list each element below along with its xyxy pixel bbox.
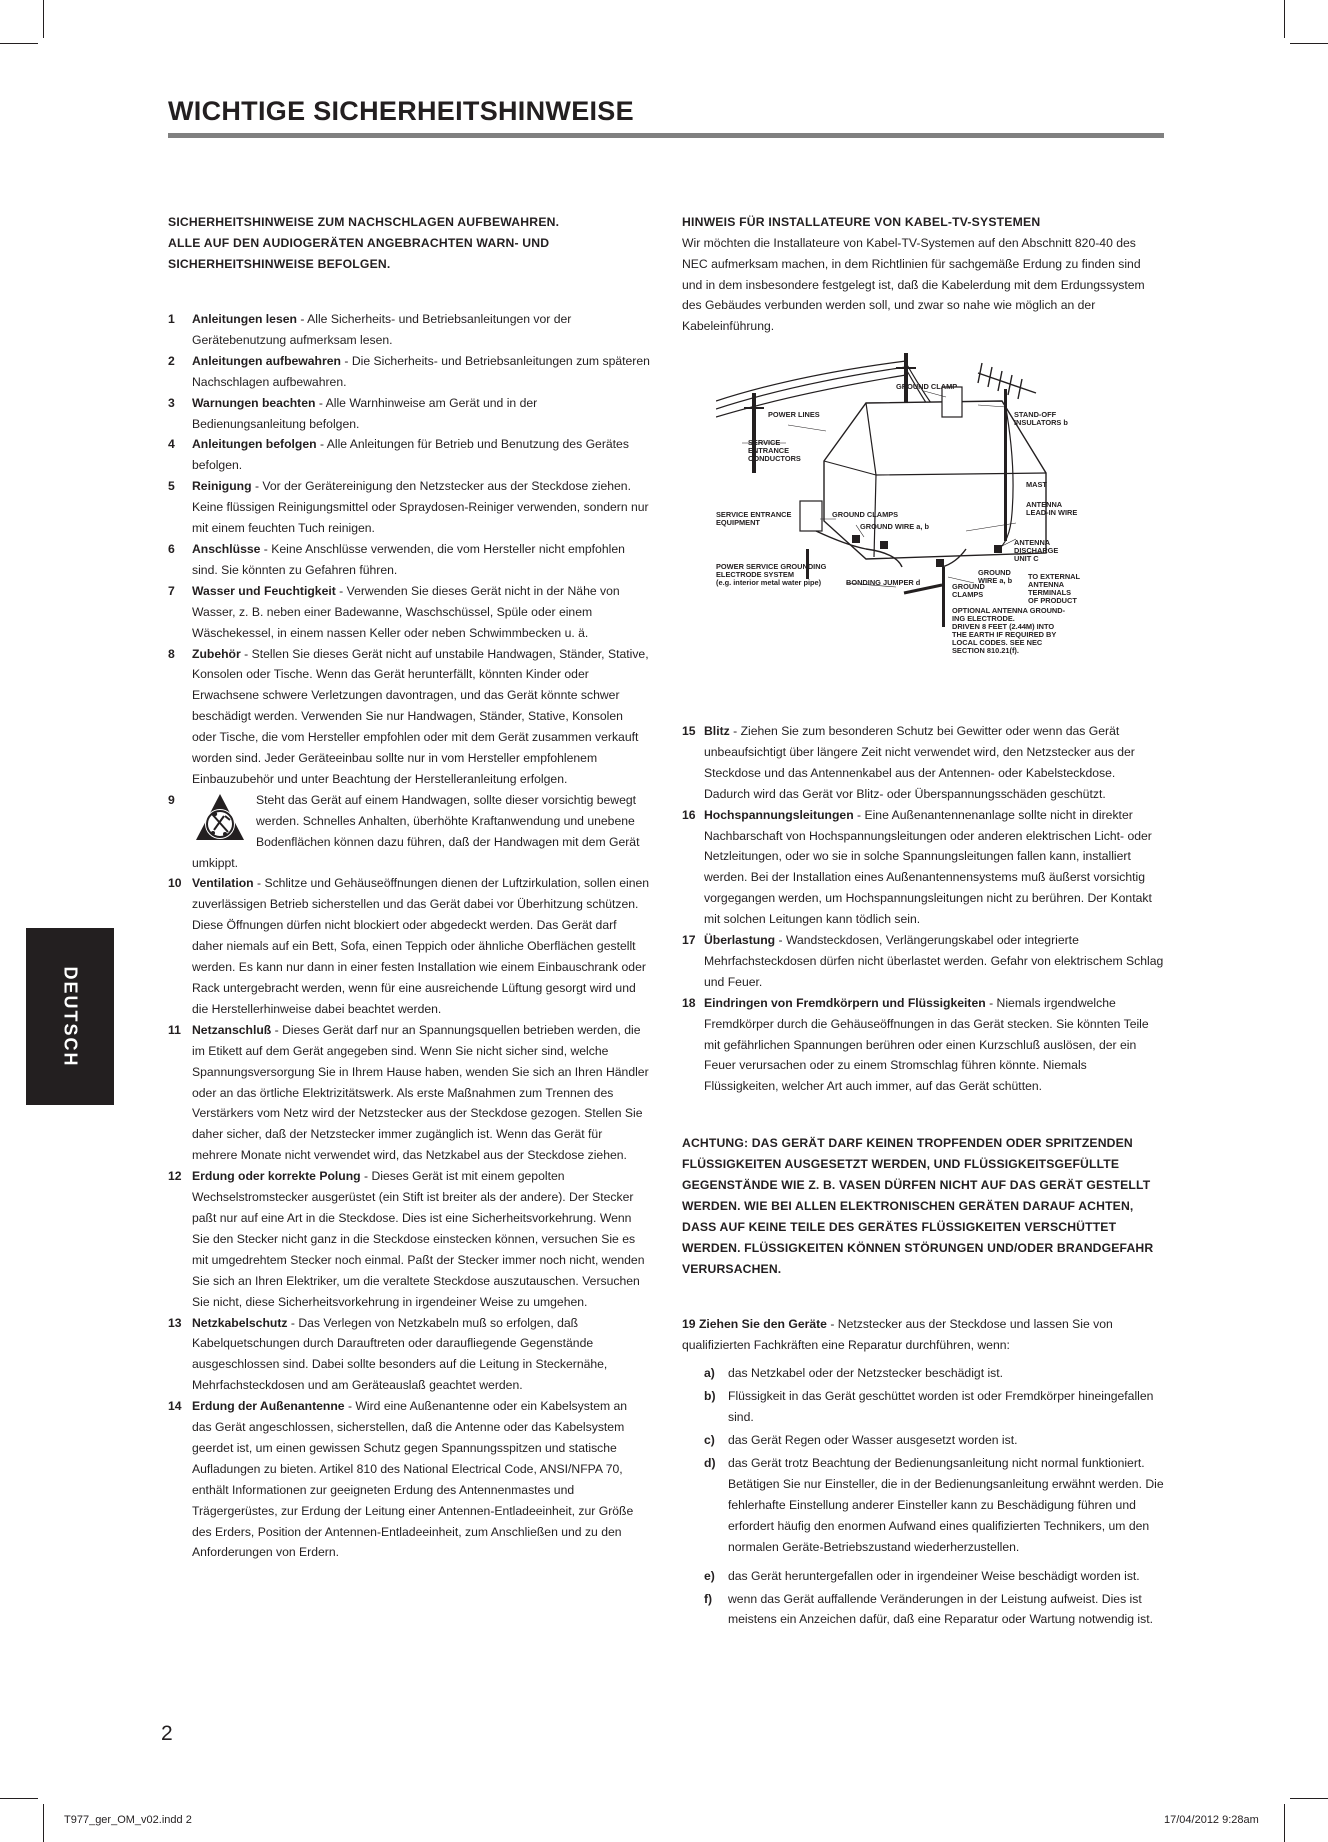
safety-list-right (682, 721, 1164, 1097)
diagram-label: POWER SERVICE GROUNDING (716, 561, 827, 571)
diagram-label: BONDING JUMPER d (846, 577, 921, 587)
item-number: 4 (168, 437, 175, 452)
diagram-label: (e.g. interior metal water pipe) (716, 577, 822, 587)
crop-mark (0, 43, 38, 44)
item-title: Netzkabelschutz (192, 1315, 288, 1330)
item-title: Netzanschluß (192, 1022, 272, 1037)
diagram-label: CONDUCTORS (748, 453, 801, 463)
list-item (168, 309, 650, 351)
list-item (682, 993, 1164, 1098)
diagram-label: LOCAL CODES. SEE NEC (952, 637, 1043, 647)
item-text: - Schlitze und Gehäuseöffnungen dienen der Luftzirkulation, sollen einen zuverlässigen Betrieb sicherstellen und das Gerät dabei vor Überhitzung schützen. Diese Öffnungen dürfen nicht blockiert oder abgedeckt werden. Das Gerät darf daher niemals auf ein Bett, Sofa, einen Teppich oder ähnliche Oberflächen gestellt werden. Es kann nur dann in einer festen Installation wie einem Einbauschrank oder Rack untergebracht werden, wenn für eine ausreichende Lüftung gesorgt wird und die Herstellerhinweise dabei beachtet werden. (192, 876, 650, 1016)
diagram-label: INSULATORS b (1014, 417, 1068, 427)
sub-item (682, 1363, 1164, 1384)
item-text: - Eine Außenantennenanlage sollte nicht in direkter Nachbarschaft von Hochspannungsleitungen oder anderen elektrischen Licht- oder Netzleitungen, oder wo sie in solche Spannungsleitungen fallen kann, installiert werden. Bei der Installation eines Außenantennensystems muß äußerst vorsichtig vorgegangen werden, um Hochspannungsleitungen nicht zu berühren. Der Kontakt mit solchen Leitungen kann tödlich sein. (704, 807, 1152, 927)
item-19 (682, 1314, 1164, 1631)
item-number: 7 (168, 583, 175, 598)
item-number: 2 (168, 353, 175, 368)
item-text: - Ziehen Sie zum besonderen Schutz bei Gewitter oder wenn das Gerät unbeaufsichtigt über längere Zeit nicht verwendet wird, den Netzstecker aus der Steckdose und das Antennenkabel aus der Antennen- oder Kabelsteckdose. Dadurch wird das Gerät vor Blitz- oder Überspannungsschäden geschützt. (704, 723, 1135, 801)
item-text: - Dieses Gerät darf nur an Spannungsquellen betrieben werden, die im Etikett auf dem Gerät angegeben sind. Wenn Sie nicht sicher sind, welche Spannungsversorgung Sie in Ihrem Hause haben, wenden Sie sich an Ihren Händler oder an das örtliche Elektrizitätswerk. Als erste Maßnahmen zum Trennen des Verstärkers vom Netz wird der Netzstecker aus der Steckdose gezogen. Stellen Sie daher sicher, daß der Netzstecker immer zugänglich ist. Wenn das Gerät für mehrere Monate nicht verwendet wird, das Netzkabel aus der Steckdose ziehen. (192, 1022, 649, 1163)
language-tab (26, 928, 114, 1105)
item-text: - Dieses Gerät ist mit einem gepolten Wechselstromstecker ausgerüstet (ein Stift ist breiter als der andere). Der Stecker paßt nur auf eine Art in die Steckdose. Dies ist eine Sicherheitsvorkehrung. Wenn Sie den Stecker nicht ganz in die Steckdose einstecken können, versuchen Sie es mit umgedrehtem Stecker noch einmal. Paßt der Stecker immer noch nicht, wenden Sie sich an Ihren Elektriker, um die veraltete Steckdose auszutauschen. Versuchen Sie nicht, diese Sicherheitsvorkehrung in irgendeiner Weise zu umgehen. (192, 1169, 645, 1309)
item-text: - Vor der Gerätereinigung den Netzstecker aus der Steckdose ziehen. Keine flüssigen Reinigungsmittel oder Spraydosen-Reiniger verwenden, sondern nur mit einem feuchten Tuch reinigen. (192, 479, 649, 536)
diagram-label: WIRE a, b (978, 575, 1013, 585)
item-number: 12 (168, 1169, 182, 1184)
item-title: Warnungen beachten (192, 395, 316, 410)
list-item (168, 434, 650, 476)
item-number: 9 (168, 792, 175, 807)
page-number: 2 (161, 1722, 173, 1745)
sub-letter: f) (704, 1591, 713, 1606)
item-title: Zubehör (192, 646, 241, 661)
item-title: 19 Ziehen Sie den Geräte (682, 1316, 827, 1331)
safety-list (168, 309, 650, 1563)
list-item (168, 1166, 650, 1312)
sub-item (682, 1386, 1164, 1428)
crop-mark (43, 0, 44, 38)
item-text: - Niemals irgendwelche Fremdkörper durch die Gehäuseöffnungen in das Gerät stecken. Sie könnten Teile mit gefährlichen Spannungen berühren oder einen Kurzschluß auslösen, der ein Feuer verursachen oder zu einem Stromschlag führen könnte. Niemals Flüssigkeiten, welcher Art auch immer, auf das Gerät schütten. (704, 995, 1149, 1094)
item-number: 16 (682, 807, 696, 822)
diagram-label: ENTRANCE (748, 445, 790, 455)
diagram-label: SERVICE ENTRANCE (716, 509, 792, 519)
right-column (682, 212, 1164, 1630)
item-title: Anleitungen lesen (192, 312, 297, 326)
diagram-label: EQUIPMENT (716, 517, 760, 527)
item-title: Hochspannungsleitungen (704, 807, 854, 822)
sub-text: das Gerät heruntergefallen oder in irgendeiner Weise beschädigt worden ist. (728, 1568, 1140, 1583)
item-number: 13 (168, 1315, 182, 1330)
item-number: 15 (682, 723, 696, 738)
diagram-label: CLAMPS (952, 589, 984, 599)
item-text: - Verwenden Sie dieses Gerät nicht in der Nähe von Wasser, z. B. neben einer Badewanne, Waschschüssel, Spüle oder einem Wäschekessel, in einem nassen Keller oder neben Schwimmbecken u. ä. (192, 583, 620, 640)
list-item (168, 351, 650, 393)
item-number: 11 (168, 1022, 181, 1037)
sub-letter: a) (704, 1366, 715, 1381)
item-text: - Alle Anleitungen für Betrieb und Benutzung des Gerätes befolgen. (192, 437, 629, 473)
item-text: - Das Verlegen von Netzkabeln muß so erfolgen, daß Kabelquetschungen durch Darauftreten oder daraufliegende Gegenstände ausgeschlossen sind. Dabei sollte besonders auf die Leitung in Steckernähe, Mehrfachsteckdosen und am Geräteauslaß geachtet werden. (192, 1315, 608, 1393)
cable-heading: HINWEIS FÜR INSTALLATEURE VON KABEL-TV-SYSTEMEN (682, 215, 1041, 229)
diagram-label: LEAD-IN WIRE (1026, 507, 1078, 517)
sub-letter: c) (704, 1433, 715, 1448)
diagram-label: GROUND CLAMPS (832, 509, 899, 519)
language-label: DEUTSCH (60, 965, 81, 1068)
item-text: - Wandsteckdosen, Verlängerungskabel oder integrierte Mehrfachsteckdosen dürfen nicht überlastet werden. Gefahr von elektrischem Schlag und Feuer. (704, 933, 1164, 989)
diagram-label: GROUND CLAMP (896, 381, 958, 391)
diagram-label: ANTENNA (1028, 579, 1065, 589)
diagram-label: THE EARTH IF REQUIRED BY (952, 629, 1057, 639)
sub-text: das Gerät trotz Beachtung der Bedienungsanleitung nicht normal funktioniert. Betätigen Sie nur Einsteller, die in der Bedienungsanleitung erwähnt werden. Die fehlerhafte Einstellung anderer Einsteller kann zu Beschädigung führen und erfordert häufig den enormen Aufwand eines qualifizierten Technikers, um den normalen Geräte-Betriebszustand wiederherzustellen. (728, 1456, 1164, 1554)
diagram-label: GROUND (978, 567, 1011, 577)
list-item (168, 581, 650, 644)
item-text: Steht das Gerät auf einem Handwagen, sollte dieser vorsichtig bewegt werden. Schnelles Anhalten, überhöhte Kraftanwendung und unebene Bodenflächen können dazu führen, daß der Handwagen mit dem Gerät umkippt. (192, 792, 640, 870)
item-text: - Die Sicherheits- und Betriebsanleitungen zum späteren Nachschlagen aufbewahren. (192, 353, 650, 389)
item-title: Erdung oder korrekte Polung (192, 1169, 361, 1184)
item-number: 17 (682, 933, 696, 948)
intro-line: SICHERHEITSHINWEISE ZUM NACHSCHLAGEN AUFBEWAHREN. (168, 215, 560, 229)
diagram-label: SECTION 810.21(f). (952, 645, 1019, 655)
item-number: 8 (168, 646, 175, 661)
sub-item (682, 1589, 1164, 1631)
item-text: - Alle Sicherheits- und Betriebsanleitungen vor der Gerätebenutzung aufmerksam lesen. (192, 312, 572, 347)
item-number: 5 (168, 479, 175, 494)
left-column (168, 212, 650, 1563)
diagram-label: DRIVEN 8 FEET (2.44M) INTO (952, 621, 1055, 631)
item-number: 3 (168, 395, 175, 410)
item-number: 6 (168, 541, 175, 556)
diagram-label: OF PRODUCT (1028, 595, 1077, 605)
cart-tip-over-icon (194, 792, 246, 844)
diagram-label: GROUND (952, 581, 985, 591)
item-number: 14 (168, 1399, 182, 1414)
list-item (168, 644, 650, 790)
diagram-label: POWER LINES (768, 409, 820, 419)
slug-date: 17/04/2012 9:28am (1164, 1814, 1259, 1826)
sub-letter: e) (704, 1568, 715, 1583)
list-item (168, 873, 650, 1019)
diagram-label: STAND-OFF (1014, 409, 1057, 419)
warning-text: ACHTUNG: DAS GERÄT DARF KEINEN TROPFENDEN ODER SPRITZENDEN FLÜSSIGKEITEN AUSGESETZT WERDEN, UND FLÜSSIGKEITSGEFÜLLTE GEGENSTÄNDE WIE Z. B. VASEN DÜRFEN NICHT AUF DAS GERÄT GESTELLT WERDEN. WIE BEI ALLEN ELEKTRONISCHEN GERÄTEN DARAUF ACHTEN, DASS AUF KEINE TEILE DES GERÄTES FLÜSSIGKEITEN VERSCHÜTTET WERDEN. FLÜSSIGKEITEN KÖNNEN STÖRUNGEN UND/ODER BRANDGEFAHR VERURSACHEN. (682, 1136, 1154, 1276)
item-number: 18 (682, 995, 696, 1010)
crop-mark (1284, 1804, 1285, 1842)
item-text: - Keine Anschlüsse verwenden, die vom Hersteller nicht empfohlen sind. Sie könnten zu Gefahren führen. (192, 541, 625, 577)
item-number: 10 (168, 876, 182, 891)
crop-mark (43, 1804, 44, 1842)
diagram-label: TO EXTERNAL (1028, 571, 1081, 581)
intro-line: SICHERHEITSHINWEISE BEFOLGEN. (168, 257, 391, 271)
sub-letter: b) (704, 1389, 716, 1404)
list-item (168, 393, 650, 435)
item-text: - Alle Warnhinweise am Gerät und in der Bedienungsanleitung befolgen. (192, 395, 538, 431)
item-title: Wasser und Feuchtigkeit (192, 583, 336, 598)
list-item (682, 805, 1164, 930)
item-title: Überlastung (704, 933, 776, 948)
page-title: WICHTIGE SICHERHEITSHINWEISE (168, 96, 634, 126)
crop-mark (1290, 43, 1328, 44)
diagram-label: ELECTRODE SYSTEM (716, 569, 795, 579)
list-item (168, 1313, 650, 1397)
antenna-grounding-diagram (716, 353, 1146, 703)
item-text: - Wird eine Außenantenne oder ein Kabelsystem an das Gerät angeschlossen, sicherstellen, daß die Antenne oder das Kabelsystem geerdet ist, um einen gewissen Schutz gegen Spannungsspitzen und statische Aufladungen zu bieten. Artikel 810 des National Electrical Code, ANSI/NFPA 70, enthält Informationen zur geeigneten Erdung des Antennenmastes und Trägergerüstes, zur Erdung der Leitung einer Antennen-Entladeeinheit, zur Größe des Erders, Position der Antennen-Entladeeinheit, zum Anschließen und zu den Anforderungen von Erdern. (192, 1399, 634, 1560)
sub-text: das Gerät Regen oder Wasser ausgesetzt worden ist. (728, 1433, 1018, 1448)
diagram-label: ANTENNA (1014, 537, 1051, 547)
sub-item (682, 1453, 1164, 1558)
list-item (168, 1396, 650, 1563)
list-item (168, 539, 650, 581)
list-item (168, 1020, 650, 1166)
item-text: - Netzstecker aus der Steckdose und lassen Sie von qualifizierten Fachkräften eine Reparatur durchführen, wenn: (682, 1316, 1113, 1352)
list-item (682, 721, 1164, 805)
item-title: Erdung der Außenantenne (192, 1399, 345, 1414)
title-rule (168, 133, 1164, 138)
item-title: Anleitungen befolgen (192, 437, 317, 452)
list-item (168, 790, 650, 874)
sub-text: das Netzkabel oder der Netzstecker beschädigt ist. (728, 1366, 1004, 1381)
diagram-label: MAST (1026, 479, 1047, 489)
diagram-label: ANTENNA (1026, 499, 1063, 509)
crop-mark (0, 1798, 38, 1799)
sub-text: wenn das Gerät auffallende Veränderungen in der Leistung aufweist. Dies ist meistens ein Anzeichen dafür, daß eine Reparatur oder Wartung notwendig ist. (728, 1591, 1154, 1627)
sub-item (682, 1566, 1164, 1587)
sub-letter: d) (704, 1456, 716, 1471)
list-item (682, 930, 1164, 993)
item-text: - Stellen Sie dieses Gerät nicht auf unstabile Handwagen, Ständer, Stative, Konsolen oder Tische. Wenn das Gerät herunterfällt, könnten Kinder oder Erwachsene schwere Verletzungen davontragen, und das Gerät könnte schwer beschädigt werden. Verwenden Sie nur Handwagen, Ständer, Stative, Konsolen oder Tische, die vom Hersteller empfohlen oder mit dem Gerät zusammen verkauft worden sind. Jeder Geräteeinbau sollte nur in vom Hersteller empfohlenem Einbauzubehör und unter Beachtung der Herstelleranleitung erfolgen. (192, 646, 649, 786)
diagram-label: SERVICE (748, 437, 781, 447)
intro-line: ALLE AUF DEN AUDIOGERÄTEN ANGEBRACHTEN WARN- UND (168, 236, 550, 250)
item-title: Ventilation (192, 876, 254, 891)
crop-mark (1284, 0, 1285, 38)
grounding-diagram-svg (716, 353, 1146, 703)
item-title: Eindringen von Fremdkörpern und Flüssigkeiten (704, 995, 986, 1010)
sub-item (682, 1430, 1164, 1451)
cable-text: Wir möchten die Installateure von Kabel-TV-Systemen auf den Abschnitt 820-40 des NEC aufmerksam machen, in dem Richtlinien für sachgemäße Erdung zu finden sind und in dem insbesondere festgelegt ist, daß die Kabelerdung mit dem Erdungssystem des Gebäudes verbunden werden soll, und zwar so nahe wie möglich an der Kabeleinführung. (682, 236, 1145, 334)
diagram-label: DISCHARGE (1014, 545, 1059, 555)
list-item (168, 476, 650, 539)
item-title: Anleitungen aufbewahren (192, 353, 341, 368)
item-title: Anschlüsse (192, 541, 261, 556)
slug-file: T977_ger_OM_v02.indd 2 (64, 1814, 192, 1826)
diagram-label: GROUND WIRE a, b (860, 521, 929, 531)
item-title: Blitz (704, 723, 730, 738)
item-title: Reinigung (192, 479, 252, 494)
diagram-label: OPTIONAL ANTENNA GROUND- (952, 605, 1066, 615)
intro-heading (168, 212, 650, 275)
diagram-label: TERMINALS (1028, 587, 1072, 597)
diagram-label: ING ELECTRODE. (952, 613, 1015, 623)
sub-text: Flüssigkeit in das Gerät geschüttet worden ist oder Fremdkörper hineingefallen sind. (728, 1389, 1154, 1425)
crop-mark (1290, 1798, 1328, 1799)
item-number: 1 (168, 312, 175, 326)
diagram-label: UNIT C (1014, 553, 1039, 563)
